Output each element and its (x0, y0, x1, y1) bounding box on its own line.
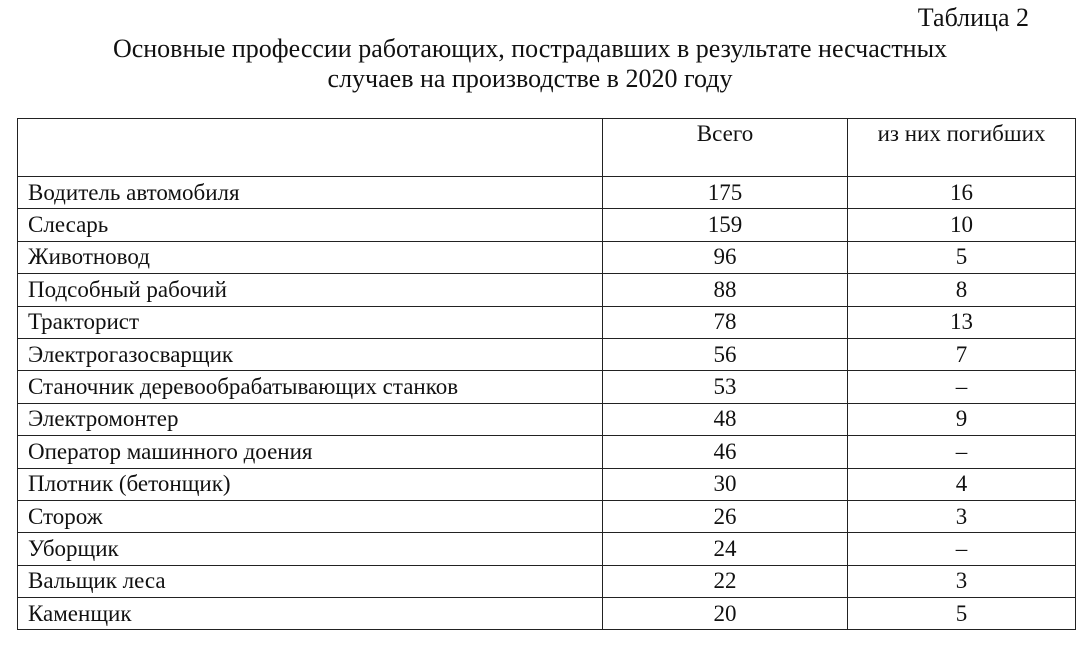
fatal-cell: 9 (848, 403, 1076, 435)
table-title-line-1: Основные профессии работающих, пострадавших в результате несчастных (112, 34, 948, 63)
header-profession (18, 119, 603, 177)
profession-cell: Оператор машинного доения (18, 436, 603, 468)
profession-cell: Каменщик (18, 598, 603, 630)
total-cell: 53 (603, 371, 848, 403)
table-row (18, 306, 1076, 338)
professions-table (17, 118, 1076, 630)
table-row (18, 468, 1076, 500)
profession-cell: Подсобный рабочий (18, 274, 603, 306)
header-row (18, 119, 1076, 177)
fatal-cell: – (848, 533, 1076, 565)
table-row (18, 436, 1076, 468)
fatal-cell: – (848, 436, 1076, 468)
total-cell: 20 (603, 598, 848, 630)
total-cell: 24 (603, 533, 848, 565)
fatal-cell: 13 (848, 306, 1076, 338)
table-row (18, 274, 1076, 306)
table-row (18, 598, 1076, 630)
total-cell: 88 (603, 274, 848, 306)
fatal-cell: 5 (848, 598, 1076, 630)
table-row (18, 209, 1076, 241)
table-row (18, 338, 1076, 370)
profession-cell: Животновод (18, 241, 603, 273)
profession-cell: Электромонтер (18, 403, 603, 435)
total-cell: 48 (603, 403, 848, 435)
total-cell: 175 (603, 177, 848, 209)
fatal-cell: 7 (848, 338, 1076, 370)
profession-cell: Уборщик (18, 533, 603, 565)
total-cell: 159 (603, 209, 848, 241)
fatal-cell: 5 (848, 241, 1076, 273)
fatal-cell: 3 (848, 565, 1076, 597)
profession-cell: Электрогазосварщик (18, 338, 603, 370)
profession-cell: Плотник (бетонщик) (18, 468, 603, 500)
total-cell: 96 (603, 241, 848, 273)
profession-cell: Вальщик леса (18, 565, 603, 597)
fatal-cell: 3 (848, 500, 1076, 532)
fatal-cell: 4 (848, 468, 1076, 500)
table-row (18, 500, 1076, 532)
total-cell: 78 (603, 306, 848, 338)
fatal-cell: 8 (848, 274, 1076, 306)
header-total: Всего (603, 119, 848, 177)
profession-cell: Тракторист (18, 306, 603, 338)
table-row (18, 371, 1076, 403)
total-cell: 56 (603, 338, 848, 370)
table-row (18, 241, 1076, 273)
table-row (18, 177, 1076, 209)
fatal-cell: 16 (848, 177, 1076, 209)
header-fatal: из них погибших (848, 119, 1076, 177)
fatal-cell: – (848, 371, 1076, 403)
table-row (18, 403, 1076, 435)
table-row (18, 565, 1076, 597)
table-title (0, 34, 1060, 94)
profession-cell: Водитель автомобиля (18, 177, 603, 209)
total-cell: 30 (603, 468, 848, 500)
total-cell: 26 (603, 500, 848, 532)
profession-cell: Сторож (18, 500, 603, 532)
table-row (18, 533, 1076, 565)
total-cell: 46 (603, 436, 848, 468)
total-cell: 22 (603, 565, 848, 597)
profession-cell: Станочник деревообрабатывающих станков (18, 371, 603, 403)
table-number-label: Таблица 2 (917, 3, 1029, 32)
table-body (18, 177, 1076, 630)
profession-cell: Слесарь (18, 209, 603, 241)
table-title-line-2: случаев на производстве в 2020 году (327, 64, 733, 93)
fatal-cell: 10 (848, 209, 1076, 241)
